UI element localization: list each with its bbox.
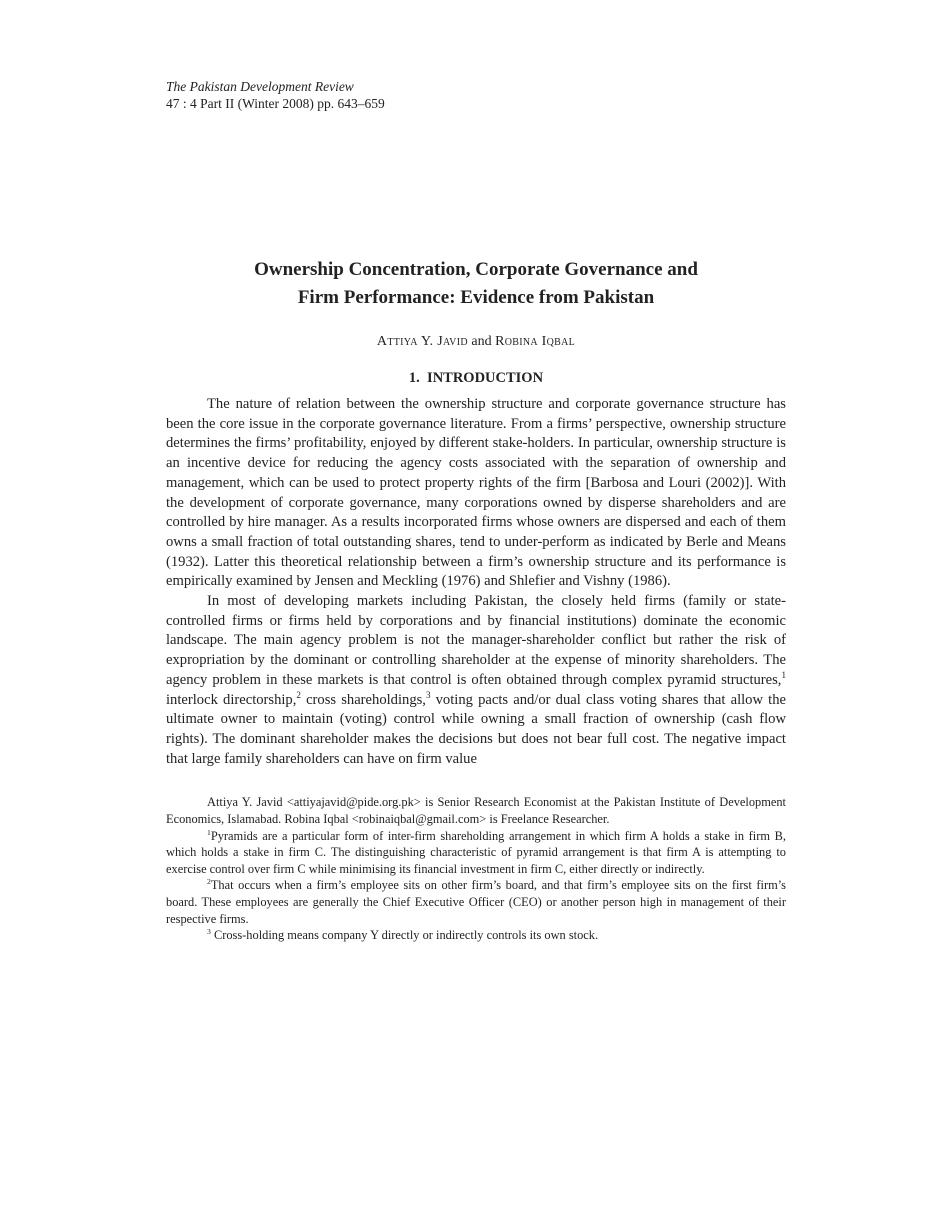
footnote-2: $^2$That occurs when a firm’s employee sits on other firm’s board, and that firm’s employee sits on the first firm’s board. These employees are generally the Chief Executive Officer (CEO) or another person high in management of their respective firms. — [166, 877, 786, 926]
paper-title-line1: Ownership Concentration, Corporate Governance and — [254, 259, 698, 280]
journal-header — [166, 78, 786, 112]
footnote-1: $^1$Pyramids are a particular form of inter-firm shareholding arrangement in which firm A holds a stake in firm B, which holds a stake in firm C. The distinguishing characteristic of pyramid arrangement is that firm A is attempting to exercise control over firm C while minimising its financial investment in firm C, either directly or indirectly. — [166, 827, 786, 876]
journal-name: The Pakistan Development Review — [166, 79, 354, 94]
footnotes-block — [166, 794, 786, 943]
footnote-author-note: Attiya Y. Javid <attiyajavid@pide.org.pk> is Senior Research Economist at the Pakistan Institute of Development Economics, Islamabad. Robina Iqbal <robinaiqbal@gmail.com> is Freelance Researcher. — [166, 795, 786, 826]
paper-title-line2: Firm Performance: Evidence from Pakistan — [297, 287, 655, 308]
paragraph-1: The nature of relation between the ownership structure and corporate governance structure has been the core issue in the corporate governance literature. From a firms’ perspective, ownership structure determines the firms’ profitability, enjoyed by different stake-holders. In particular, ownership structure is an incentive device for reducing the agency costs associated with the separation of ownership and management, which can be used to protect property rights of the firm [Barbosa and Louri (2002)]. With the development of corporate governance, many corporations owned by disperse shareholders and are controlled by hire manager. As a results incorporated firms whose owners are dispersed and each of them owns a small fraction of total outstanding shares, tend to under-perform as indicated by Berle and Means (1932). Latter this theoretical relationship between a firm’s ownership structure and its performance is empirically examined by Jensen and Meckling (1976) and Shlefier and Vishny (1986). — [166, 396, 786, 590]
body-text — [166, 395, 786, 769]
footnote-3: $^3$ Cross-holding means company Y directly or indirectly controls its own stock. — [207, 926, 599, 943]
author-name-1: Attiya Y. Javid — [376, 334, 468, 349]
section-heading-introduction: 1. INTRODUCTION — [408, 370, 544, 386]
paragraph-2: In most of developing markets including Pakistan, the closely held firms (family or state-controlled firms or firms held by corporations and by financial institutions) dominate the economic landscape. The main agency problem is not the manager-shareholder conflict but rather the risk of expropriation by the dominant or controlling shareholder at the expense of minority shareholders. The agency problem in these markets is that control is often obtained through complex pyramid structures,$^1$ interlock directorship,$^2$ cross shareholdings,$^3$ voting pacts and/or dual class voting shares that allow the ultimate owner to maintain (voting) control while owning a small fraction of ownership (cash flow rights). The dominant shareholder makes the decisions but does not bear full cost. The negative impact that large family shareholders can have on firm value — [166, 593, 787, 767]
page-content — [166, 78, 786, 944]
paper-title — [166, 256, 786, 312]
journal-issue: 47 : 4 Part II (Winter 2008) pp. 643–659 — [166, 96, 385, 111]
authors-connector: and — [467, 334, 496, 349]
author-name-2: Robina Iqbal — [495, 334, 576, 349]
authors-line — [166, 333, 786, 351]
